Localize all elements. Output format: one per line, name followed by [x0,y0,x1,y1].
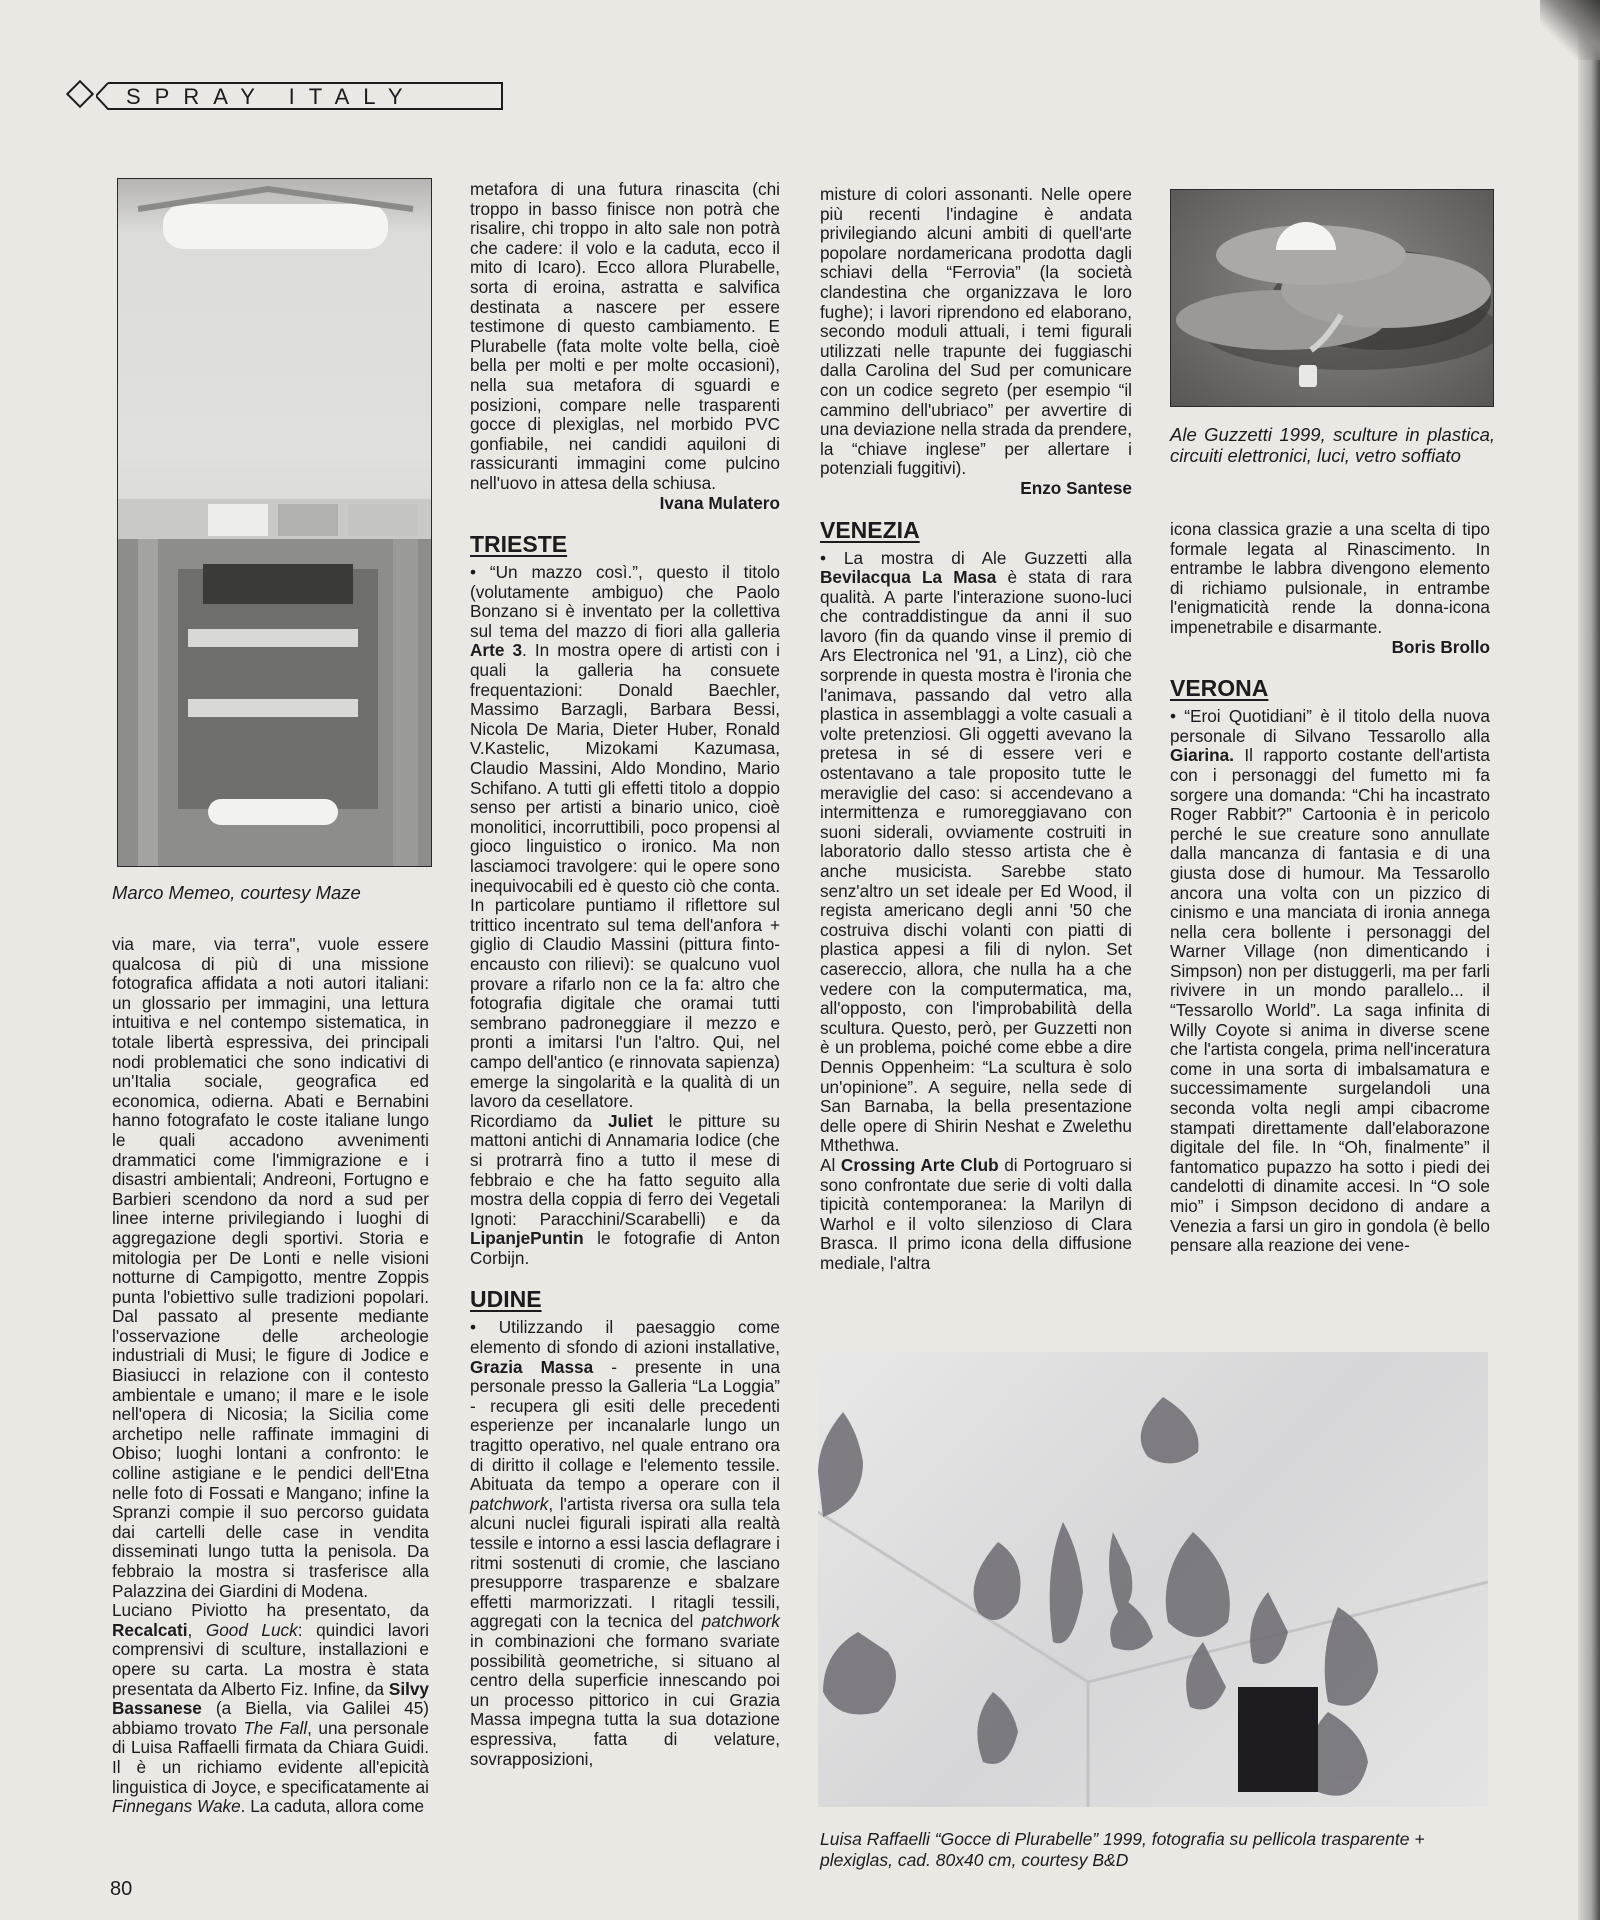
paragraph: • Utilizzando il paesaggio come elemento di sfondo di azioni installative, Grazia Massa - presente in una personale presso la Galleria “La Loggia” - recupera gli esiti delle precedenti esperienze per incanalarle lungo un tragitto operativo, nel quale entrano ora di diritto il collage e l'elemento tessile. Abituata da tempo a operare con il patchwork, l'artista riversa ora sulla tela alcuni nuclei figurali ispirati alla realtà tessile e intorno a essi lascia deflagrare i ritmi sostenuti di cromie, che lasciano presupporre trasparenze e sbalzare effetti marmorizzati. I ritagli tessili, aggregati con la tecnica del patchwork in combinazioni che formano svariate possibilità geometriche, si situano al centro della superficie innescando poi un processo pittorico in cui Grazia Massa impegna tutta la sua dotazione espressiva, fatta di velature, sovrapposizioni, [470,1317,781,1769]
gallery-name: Bevilacqua La Masa [820,567,997,588]
paragraph: Luciano Piviotto ha presentato, da Recalcati, Good Luck: quindici lavori comprensivi di sculture, installazioni e opere su carta. La mostra è stata presentata da Alberto Fiz. Infine, da Silvy Bassanese (a Biella, via Galilei 45) abbiamo trovato The Fall, una personale di Luisa Raffaelli firmata da Chiara Guidi. Il è un richiamo evidente all'epicità linguistica di Joyce, e specificatamente ai Finnegans Wake. La caduta, allora come [112,1600,429,1817]
header-title: SPRAY ITALY [126,84,417,109]
gallery-name: Giarina. [1170,745,1234,766]
photo-ale-guzzetti [1170,189,1494,407]
gallery-name: Juliet [607,1110,653,1131]
paragraph: Ricordiamo da Juliet le pitture su mattoni antichi di Annamaria Iodice (che si protrarrà fino a tutto il mese di febbraio e che ha fatto seguito alla mostra della coppia di ferro dei Vegetali Ignoti: Paracchini/Scarabelli) e da LipanjePuntin le fotografie di Anton Corbijn. [470,1110,781,1268]
gallery-name: Silvy Bassanese [112,1678,429,1719]
section-heading-venezia: VENEZIA [820,516,920,543]
section-heading-verona: VERONA [1170,675,1269,702]
technique-term: patchwork [701,1611,780,1632]
caption-guzzetti: Ale Guzzetti 1999, sculture in plastica, circuiti elettronici, luci, vetro soffiato [1170,424,1495,466]
photo-luisa-raffaelli [818,1352,1488,1807]
article-column-4 [1170,520,1490,1256]
page-corner-shadow [1540,0,1600,60]
diamond-icon [66,80,94,108]
gallery-name: Crossing Arte Club [840,1154,999,1175]
article-column-1 [112,935,429,1817]
section-heading-trieste: TRIESTE [470,531,568,558]
paragraph: • “Eroi Quotidiani” è il titolo della nuova personale di Silvano Tessarollo alla Giarina. Il rapporto costante dell'artista con i personaggi del fumetto mi fa sorgere una domanda: “Chi ha incastrato Roger Rabbit?” Cartoonia è in pericolo perché le sue creature sono annullate dalla mancanza di fantasia e di una giusta dose di humour. Ma Tessarollo ancora una volta con un pizzico di cinismo e una manciata di ironia annega nella cera bollente i personaggi del Warner Village (non dimenticando i Simpson) non per distuggerli, ma per farli rivivere in un mondo parallelo... il “Tessarollo World”. La saga infinita di Willy Coyote si anima in diverse scene che l'artista congela, prima nell'inceratura come in una sorta di imbalsamatura e successimamente surgelandoli una seconda volta negli ampi cibacrome stampati direttamente dall'elaborazone digitale del file. In “Oh, finalmente” il fantomatico pupazzo ha sotto i piedi dei candelotti di dinamite accesi. In “O sole mio” i Simpson decidono di andare a Venezia a farsi un giro in gondola (è bello pensare alla reazione dei vene- [1170,706,1490,1256]
article-column-3 [820,185,1132,1273]
byline: Ivana Mulatero [659,492,780,513]
caption-memeo: Marco Memeo, courtesy Maze [112,882,361,903]
byline: Boris Brollo [1391,636,1490,657]
exhibition-title: The Fall [243,1717,308,1738]
technique-term: patchwork [470,1493,549,1514]
page-edge-shadow [1578,0,1600,1920]
header-tag-frame [96,82,504,110]
paragraph: via mare, via terra", vuole essere qualcosa di più di una missione fotografica affidata a noti autori italiani: un glossario per immagini, una lettura intuitiva e nel contempo sistematica, in totale libertà espressiva, dei principali nodi problematici che sono indicativi di un'Italia sociale, geografica ed economica, odierna. Abati e Bernabini hanno fotografato le coste italiane lungo le quali accadono avvenimenti drammatici come l'immigrazione e i disastri ambientali; Andreoni, Fortugno e Barbieri scendono da nord a sud per linee interne privilegiando i luoghi di aggregazione degli sportivi. Storia e mitologia per De Lonti e nelle visioni notturne di Campigotto, mentre Zoppis punta l'obiettivo sulle tradizioni popolari. Dal passato al presente mediante l'osservazione delle archeologie industriali di Musi; le figure di Jodice e Biasiucci in relazione con il contesto ambientale e umano; il mare e le isole nell'opera di Nicosia; la Sicilia come archetipo nelle raffinate immagini di Obiso; luoghi lontani a confronto: le colline astigiane e le pendici dell'Etna nelle foto di Fossati e Mangano; infine la Spranzi compie il suo percorso guidata dai cartelli delle case in vendita disseminati lungo tutta la penisola. Da febbraio la mostra si trasferisce alla Palazzina dei Giardini di Modena. [112,934,429,1601]
caption-raffaelli: Luisa Raffaelli “Gocce di Plurabelle” 1999, fotografia su pellicola trasparente + plexiglas, cad. 80x40 cm, courtesy B&D [820,1829,1425,1870]
gallery-name: LipanjePuntin [470,1228,584,1249]
paragraph: • “Un mazzo così.”, questo il titolo (volutamente ambiguo) che Paolo Bonzano si è inventato per la collettiva sul tema del mazzo di fiori alla galleria Arte 3. In mostra opere di artisti con i quali la galleria ha consuete frequentazioni: Donald Baechler, Massimo Barzagli, Barbara Bessi, Nicola De Maria, Dieter Huber, Ronald V.Kastelic, Mizokami Kazumasa, Claudio Massini, Aldo Mondino, Mario Schifano. A tutti gli effetti titolo a doppio senso per artisti a binario unico, cioè monolitici, incorruttibili, poco propensi al gioco linguistico o ironico. Ma non lasciamoci travolgere: qui le opere sono inequivocabili ed è questo ciò che conta. In particolare puntiamo il riflettore sul trittico incentrato sul tema dell'anfora + giglio di Claudio Massini (pittura finto-encausto con rilievi): se qualcuno vuol provare a rifarlo non ce la fa: altro che fotografia digitale che oramai tutti sembrano padroneggiare il mezzo e pronti a imitarsi l'un l'altro. Qui, nel campo dell'antico (e rinnovata sapienza) emerge la singolarità e la qualità di un lavoro da cesellatore. [470,562,781,1112]
artist-name: Grazia Massa [470,1356,594,1377]
paragraph: • La mostra di Ale Guzzetti alla Bevilacqua La Masa è stata di rara qualità. A parte l'interazione suono-luci che contraddistingue da anni il suo lavoro (fin da quando vinse il premio di Ars Electronica nel '91, a Linz), ciò che sorprende in questa mostra è l'ironia che l'animava, passando dal vetro alla plastica in assemblaggi a volte casuali a volte pretenziosi. Gli oggetti avevano la pretesa in sé di essere veri e ostentavano a tale proposito tutte le meraviglie del caso: si accendevano a intermittenza e rumoreggiavano con suoni siderali, ovviamente costruiti in laboratorio dallo stesso artista che è anche musicista. Sarebbe stato senz'altro un set ideale per Ed Wood, il regista americano degli anni '50 che costruiva dischi volanti con piatti di plastica appesi a fili di nylon. Set casereccio, allora, che nulla ha a che vedere con la computermatica, ma, all'opposto, con l'improbabilità della scultura. Questo, però, per Guzzetti non è un problema, poiché come ebbe a dire Dennis Oppenheim: “La scultura è solo un'opinione”. A seguire, nella sede di San Barnaba, la bella presentazione delle opere di Shirin Neshat e Zwelethu Mthethwa. [820,547,1132,1156]
paragraph: metafora di una futura rinascita (chi troppo in basso finisce non potrà che risalire, chi troppo in alto sale non potrà che cadere: il volo e la caduta, ecco il mito di Icaro). Ecco allora Plurabelle, sorta di eroina, astratta e salvifica destinata a nascere per essere testimone di questo cambiamento. E Plurabelle (fata molte volte bella, cioè bella per molti e per molte occasioni), nella sua metafora di sguardi e posizioni, compare nelle trasparenti gocce di plexiglas, nel morbido PVC gonfiabile, nei candidi aquiloni di rassicuranti immagini come pulcino nell'uovo in attesa della schiusa. [470,179,780,493]
paragraph: misture di colori assonanti. Nelle opere più recenti l'indagine è andata privilegiando alcuni ambiti di quell'arte popolare nordamericana prodotta dagli schiavi della “Ferrovia” (la società clandestina che organizzava le loro fughe); i lavori riprendono ed elaborano, secondo moduli attuali, i temi figurali utilizzati nelle trapunte dei fuggiaschi dalla Carolina del Sud per comunicare con un codice segreto (per esempio “il cammino dell'ubriaco” per avvertire di una deviazione nella strada da prendere, la “chiave inglese” per allertare i potenziali fuggitivi). [820,184,1132,479]
book-title: Finnegans Wake [112,1796,241,1817]
article-column-2 [470,180,780,1769]
paragraph: Al Crossing Arte Club di Portogruaro si sono confrontate due serie di volti dalla tipicità contemporanea: la Marilyn di Warhol e il volto silenzioso di Clara Brasca. Il primo icona della diffusione mediale, l'altra [820,1154,1132,1273]
section-heading-udine: UDINE [470,1286,542,1313]
paragraph: icona classica grazie a una scelta di tipo formale legata al Rinascimento. In entrambe le labbra divengono elemento di richiamo pulsionale, in entrambe l'enigmaticità rende la donna-icona impenetrabile e disarmante. [1170,519,1490,637]
gallery-name: Arte 3 [470,640,523,661]
gallery-name: Recalcati [112,1619,188,1640]
photo-marco-memeo [117,178,432,867]
byline: Enzo Santese [1020,477,1132,498]
exhibition-title: Good Luck [205,1619,298,1640]
page-number: 80 [110,1878,133,1900]
